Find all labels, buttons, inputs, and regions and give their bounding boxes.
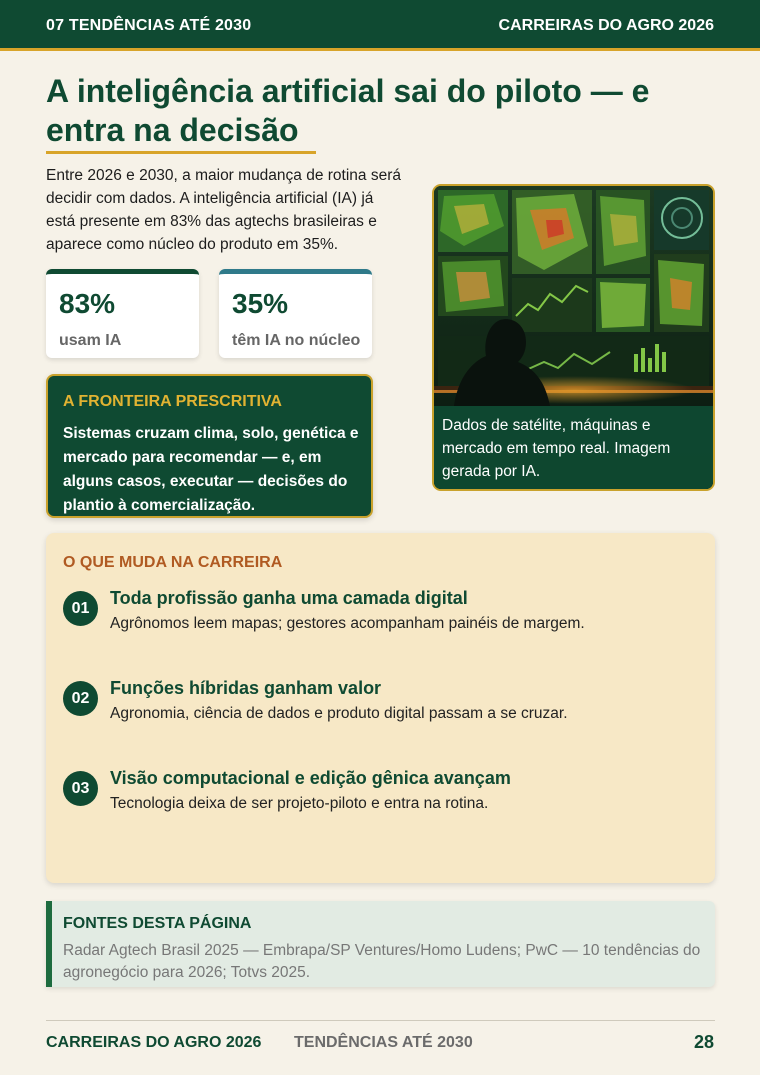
- intro-paragraph: Entre 2026 e 2030, a maior mudança de rotina será decidir com dados. A inteligência artificial (IA) já está presente em 83% das agtechs brasileiras e aparece como núcleo do produto em 35%.: [46, 167, 402, 253]
- item-number-badge: 01: [63, 591, 98, 626]
- frontier-heading: A FRONTEIRA PRESCRITIVA: [63, 393, 282, 410]
- career-changes-panel: [46, 533, 715, 883]
- stat-value: 83%: [59, 288, 116, 319]
- image-caption: Dados de satélite, máquinas e mercado em tempo real. Imagem gerada por IA.: [434, 406, 713, 491]
- sources-box: [46, 901, 715, 987]
- stat-label: têm IA no núcleo: [232, 332, 361, 349]
- item-description: Agrônomos leem mapas; gestores acompanham painéis de margem.: [110, 615, 585, 632]
- frontier-callout: [46, 374, 373, 518]
- footer-section: TENDÊNCIAS ATÉ 2030: [294, 1034, 473, 1051]
- footer-publication: CARREIRAS DO AGRO 2026: [46, 1034, 262, 1051]
- page-title: A inteligência artificial sai do piloto — e entra na decisão: [46, 73, 650, 148]
- page-number: 28: [693, 1032, 714, 1052]
- stat-card-ai-usage: [46, 269, 199, 358]
- item-title: Funções híbridas ganham valor: [110, 678, 382, 698]
- stat-value: 35%: [232, 288, 289, 319]
- title-underline: [46, 151, 316, 154]
- publication-label: CARREIRAS DO AGRO 2026: [498, 17, 714, 34]
- illustration-card: [432, 184, 715, 491]
- item-number-badge: 03: [63, 771, 98, 806]
- footer-divider: [46, 1020, 715, 1021]
- stat-label: usam IA: [59, 332, 122, 349]
- item-title: Visão computacional e edição gênica avançam: [110, 768, 511, 788]
- item-description: Agronomia, ciência de dados e produto digital passam a se cruzar.: [110, 705, 568, 722]
- item-description: Tecnologia deixa de ser projeto-piloto e entra na rotina.: [110, 795, 489, 812]
- sources-heading: FONTES DESTA PÁGINA: [63, 915, 252, 932]
- sources-body: Radar Agtech Brasil 2025 — Embrapa/SP Ventures/Homo Ludens; PwC — 10 tendências do agronegócio para 2026; Totvs 2025.: [63, 942, 701, 981]
- item-title: Toda profissão ganha uma camada digital: [110, 588, 468, 608]
- item-number-badge: 02: [63, 681, 98, 716]
- stat-card-ai-core: [219, 269, 372, 358]
- page-header: [0, 0, 760, 51]
- career-heading: O QUE MUDA NA CARREIRA: [63, 554, 283, 571]
- frontier-body: Sistemas cruzam clima, solo, genética e mercado para recomendar — e, em alguns casos, executar — decisões do plantio à comercialização.: [63, 425, 359, 514]
- section-label: 07 TENDÊNCIAS ATÉ 2030: [46, 17, 252, 34]
